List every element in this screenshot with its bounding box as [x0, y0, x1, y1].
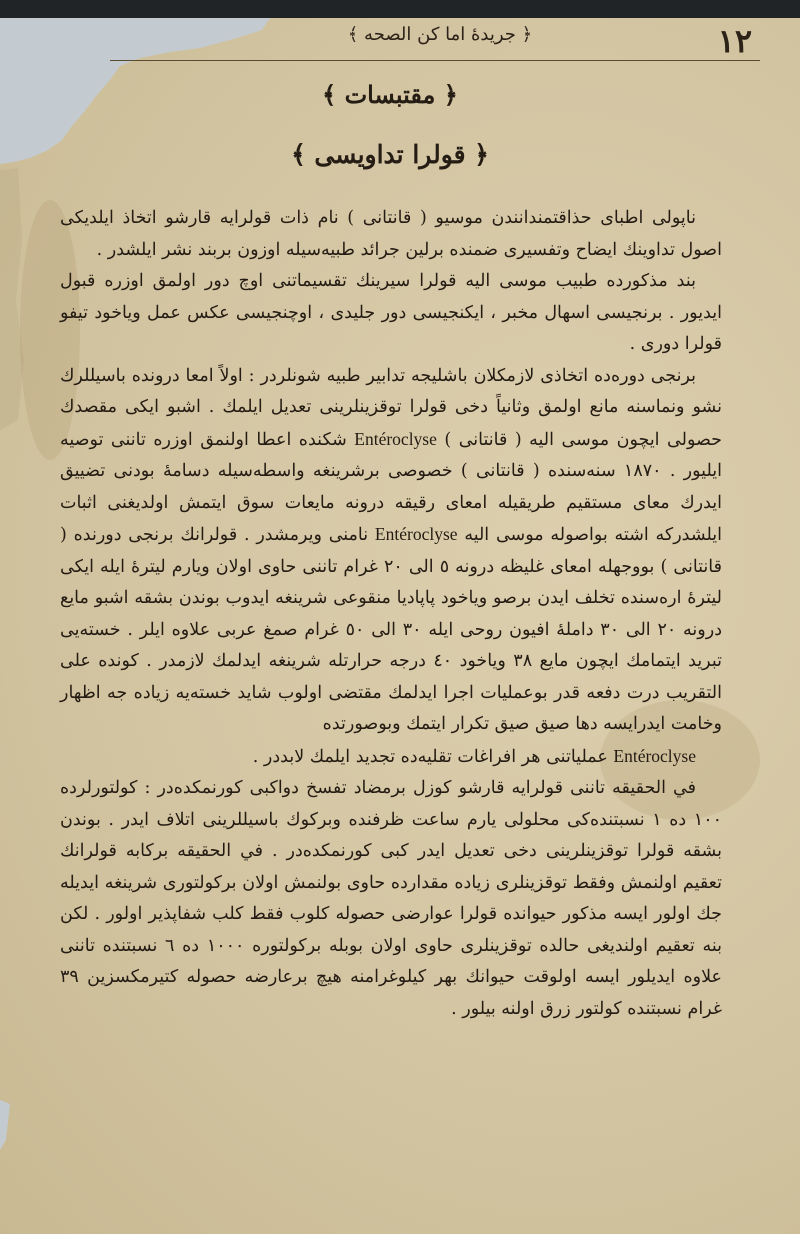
latin-term: Entéroclyse [613, 745, 696, 766]
paragraph: في الحقيقه تاننى قولرايه قارشو كوزل برمضاد تفسخ دواكبى كورنمكده‌در : كولتورلرده ١٠٠ ده ١ نسبتنده‌كى محلولى يارم ساعت ظرفنده وبركوك باسيللرينى اتلاف ايدر . بوندن بشقه قولرا توقزينلرينى دخى تعديل ايدر كبى كورنمكده‌در . في الحقيقه بركابه قولرانك تعقيم اولنمش وفقط توقزينلرى زياده مقدارده حاوى بولنمش اولان بركولتورى شرينغه ايديله جك اولور ايسه مذكور حيوانده قولرا عوارضى حصوله كلوب فقط كلب شفاپذير اولور . لكن بنه تعقيم اولنديغى حالده توقزينلرى حاوى اولان بوبله بركولتوره ١٠٠٠ ده ٦ نسبتنده تاننى علاوه ايديلور ايسه اولوقت حيوانك بهر كيلوغرامنه هيچ برعارضه حصوله كتيرمكسزين ٣٩ غرام نسبتنده كولتور زرق اولنه بيلور . [60, 778, 723, 1019]
paragraph [60, 741, 722, 774]
page-number: ١٢ [717, 22, 752, 60]
article-body [60, 203, 722, 1143]
section-heading: ﴿ مقتبسات ﴾ [322, 80, 458, 109]
paragraph-text: برنجى دوره‌ده اتخاذى لازمكلان باشليجه تدابير طبيه شونلردر : اولاً امعا درونده باسيللرك نشو ونماسنه مانع اولمق وثانياً دخى قولرا توقزينلرينى تعديل ايلمك . اشبو ايكى مقصدك حصولى ايچون موسى اليه ( قانتانى ) [60, 365, 722, 450]
latin-term: Entéroclyse [374, 524, 458, 544]
paragraph-text: عملياتنى هر افراغات تقليه‌ده تجديد ايلمك لابددر . [252, 746, 608, 767]
paragraph: بند مذكورده طبيب موسى اليه قولرا سيرينك تقسيماتنى اوچ دور اولمق اوزره قبول ايديور . برنجيسى اسهال مخبر ، ايكنجيسى دور جليدى ، اوچنجيسى عكس عمل وياخود تيفو قولرا دورى . [60, 271, 722, 354]
latin-term: Entéroclyse [354, 428, 437, 449]
paragraph: ناپولى اطباى حذاقتمندانندن موسيو ( قانتانى ) نام ذات قولرايه قارشو اتخاذ ايلديكى اصول تداوينك ايضاح وتفسيرى ضمنده برلين جرائد طبيه‌سيله اوزون بربند نشر ايلشدر . [60, 208, 722, 260]
paragraph-text: نامنى ويرمشدر . قولرانك برنجى دورنده ( قانتانى ) بووجهله امعاى غليظه درونه ٥ الى ٢٠ غرام تاننى حاوى اولان ويارم ليترهٔ ايله ايكى ليترهٔ اره‌سنده تخلف ايدن برصو وياخود پاپاديا منقوعى شرينغه ايدوب بوندن بشقه اشبو مايع درونه ٢٠ الى ٣٠ داملهٔ افيون روحى ايله ٣٠ الى ٥٠ غرام صمغ عربى علاوه ايلر . خسته‌يى تبريد ايتمامك ايچون مايع ٣٨ وياخود ٤٠ درجه حرارتله شرينغه ايدلمك لازمدر . كونده على التقريب درت دفعه قدر بوعمليات اجرا ايدلمك مقتضى اولوب شايد خسته‌يه زياده جه اظهار وخامت ايدرايسه دها صيق صيق تكرار ايتمك وبوصورتده [60, 525, 723, 734]
running-head: ﴿ جريدهٔ اما كن الصحه ﴾ [347, 24, 533, 45]
paragraph-text: شكنده اعطا اولنمق اوزره تاننى توصيه ايليور . ١٨٧٠ سنه‌سنده ( قانتانى ) خصوصى برشرينغه واسطه‌سيله دسامهٔ بودنى تضييق ايدرك معاى مستقيم طريقيله امعاى رقيقه درونه مايعات سوق ايتمش اولديغنى اثبات ايلشدركه اشته بواصوله موسى اليه [60, 429, 722, 545]
article-title: ﴿ قولرا تداويسى ﴾ [291, 140, 489, 169]
page-header [110, 14, 760, 61]
paragraph [60, 361, 722, 741]
